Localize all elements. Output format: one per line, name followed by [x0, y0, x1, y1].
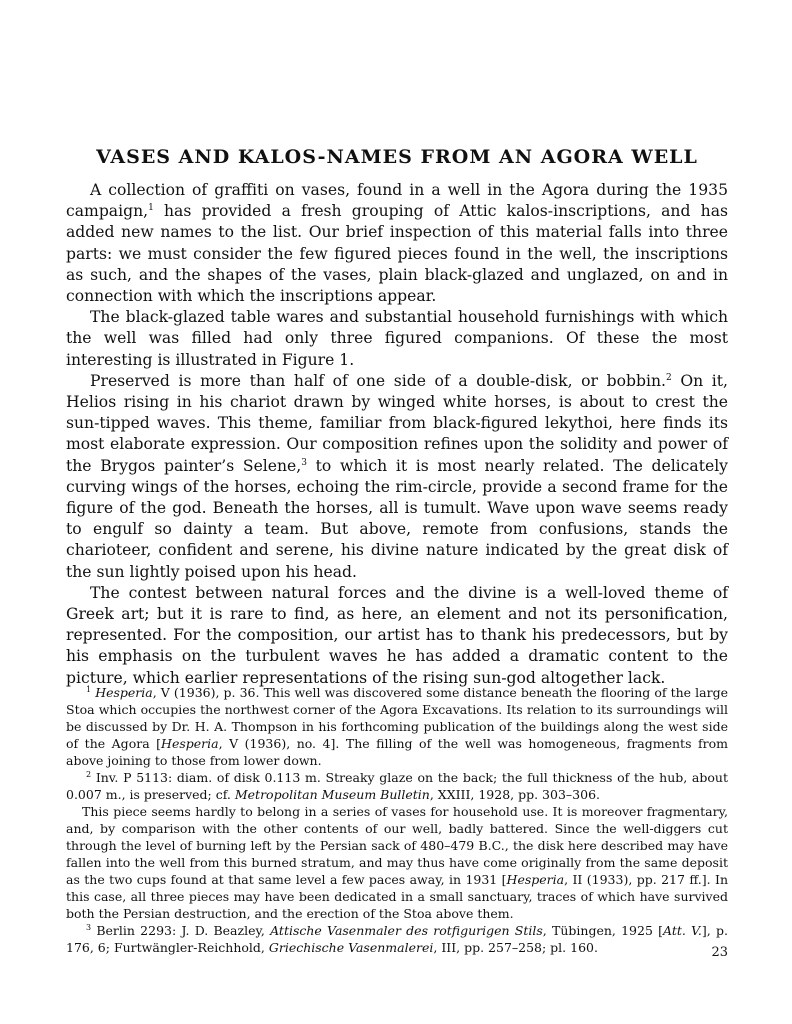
book-title: Griechische Vasenmalerei — [268, 940, 434, 955]
footnote-text: , V (1936), no. 4]. The filling of the well was homogeneous, fragments from above joining to those from lower down. — [66, 736, 728, 768]
footnote-mark: 1 — [86, 684, 92, 694]
paragraph-text: On it, Helios rising in his chariot drawn by winged white horses, is about to crest the sun-tipped waves. This theme, familiar from black-figured lekythoi, here finds its most elaborate expression. Our composition refines upon the solidity and power of the Brygos painter’s Selene, — [66, 371, 729, 475]
abbreviation: Att. V. — [663, 923, 702, 938]
footnote-text: Inv. P 5113: diam. of disk 0.113 m. Streaky glaze on the back; the full thickness of the hub, about 0.007 m., is preserved; cf. — [66, 770, 728, 802]
paragraph-text: The contest between natural forces and the divine is a well-loved theme of Greek art; but it is rare to find, as here, an element and not its personification, represented. For the composition, our artist has to thank his predecessors, but by his emphasis on the turbulent waves he has added a dramatic content to the picture, which earlier representations of the rising sun-god altogether lack. — [66, 583, 728, 687]
footnote-text: Berlin 2293: J. D. Beazley, — [96, 923, 271, 938]
footnote-3 — [66, 922, 728, 956]
footnote-2 — [66, 769, 728, 803]
journal-title: Hesperia — [161, 736, 219, 751]
footnote-text: , V (1936), p. 36. This well was discovered some distance beneath the flooring of the large Stoa which occupies the northwest corner of the Agora Excavations. Its relation to its surroundings will be discussed by Dr. H. A. Thompson in his forthcoming publication of the buildings along the west side of the Agora [ — [66, 685, 728, 751]
footnote-ref-1[interactable]: 1 — [148, 203, 154, 214]
footnote-text: This piece seems hardly to belong in a series of vases for household use. It is moreover fragmentary, and, by comparison with the other contents of our well, badly battered. Since the well-diggers cut through the level of burning left by the Persian sack of 480–479 B.C., the disk here described may have fallen into the well from this burned stratum, and may thus have come originally from the same deposit as the two cups found at that same level a few paces away, in 1931 [ — [66, 804, 728, 887]
journal-title: Hesperia — [506, 872, 565, 887]
footnote-text: ], p. 176, 6; Furtwängler-Reichhold, — [66, 923, 728, 955]
article-body — [66, 180, 728, 689]
footnote-ref-3[interactable]: 3 — [301, 457, 307, 468]
paragraph-text: The black-glazed table wares and substantial household furnishings with which the well was filled had only three figured companions. Of these the most interesting is illustrated in Figure 1. — [66, 308, 728, 369]
footnote-text: , III, pp. 257–258; pl. 160. — [433, 940, 598, 955]
article-title: VASES AND KALOS-NAMES FROM AN AGORA WELL — [96, 145, 698, 168]
paragraph-text: has provided a fresh grouping of Attic kalos-inscriptions, and has added new names to the list. Our brief inspection of this material falls into three parts: we must consider the few figured pieces found in the well, the inscriptions as such, and the shapes of the vases, plain black-glazed and unglazed, on and in connection with which the inscriptions appear. — [66, 202, 728, 306]
journal-title: Metropolitan Museum Bulletin — [234, 787, 430, 802]
paragraph-4 — [66, 583, 728, 689]
paper-page — [66, 0, 728, 1024]
footnote-mark: 2 — [86, 769, 92, 779]
paragraph-text: A collection of graffiti on vases, found in a well in the Agora during the 1935 campaign, — [66, 181, 728, 221]
paragraph-2 — [66, 307, 728, 371]
footnote-text: , XXIII, 1928, pp. 303–306. — [429, 787, 600, 802]
footnote-mark: 3 — [86, 922, 92, 932]
paragraph-text: Preserved is more than half of one side of a double-disk, or bobbin. — [90, 371, 666, 390]
footnote-ref-2[interactable]: 2 — [665, 372, 672, 383]
footnote-1 — [66, 684, 728, 769]
paragraph-text: to which it is most nearly related. The delicately curving wings of the horses, echoing the rim-circle, provide a second frame for the figure of the god. Beneath the horses, all is tumult. Wave upon wave seems ready to engulf so dainty a team. But above, remote from confusions, stands the charioteer, confident and serene, his divine nature indicated by the great disk of the sun lightly poised upon his head. — [66, 456, 728, 581]
journal-title: Hesperia — [95, 685, 153, 700]
footnote-text: , Tübingen, 1925 [ — [542, 923, 664, 938]
page-number: 23 — [711, 945, 728, 960]
footnote-text: , II (1933), pp. 217 ff.]. In this case, all three pieces may have been dedicated in a small sanctuary, traces of which have survived both the Persian destruction, and the erection of the Stoa above them. — [66, 872, 728, 921]
paragraph-3 — [66, 371, 728, 583]
footnotes — [66, 684, 728, 956]
book-title: Attische Vasenmaler des rotfigurigen Stils — [270, 923, 543, 938]
paragraph-1 — [66, 180, 728, 307]
footnote-2-continued — [66, 803, 728, 922]
